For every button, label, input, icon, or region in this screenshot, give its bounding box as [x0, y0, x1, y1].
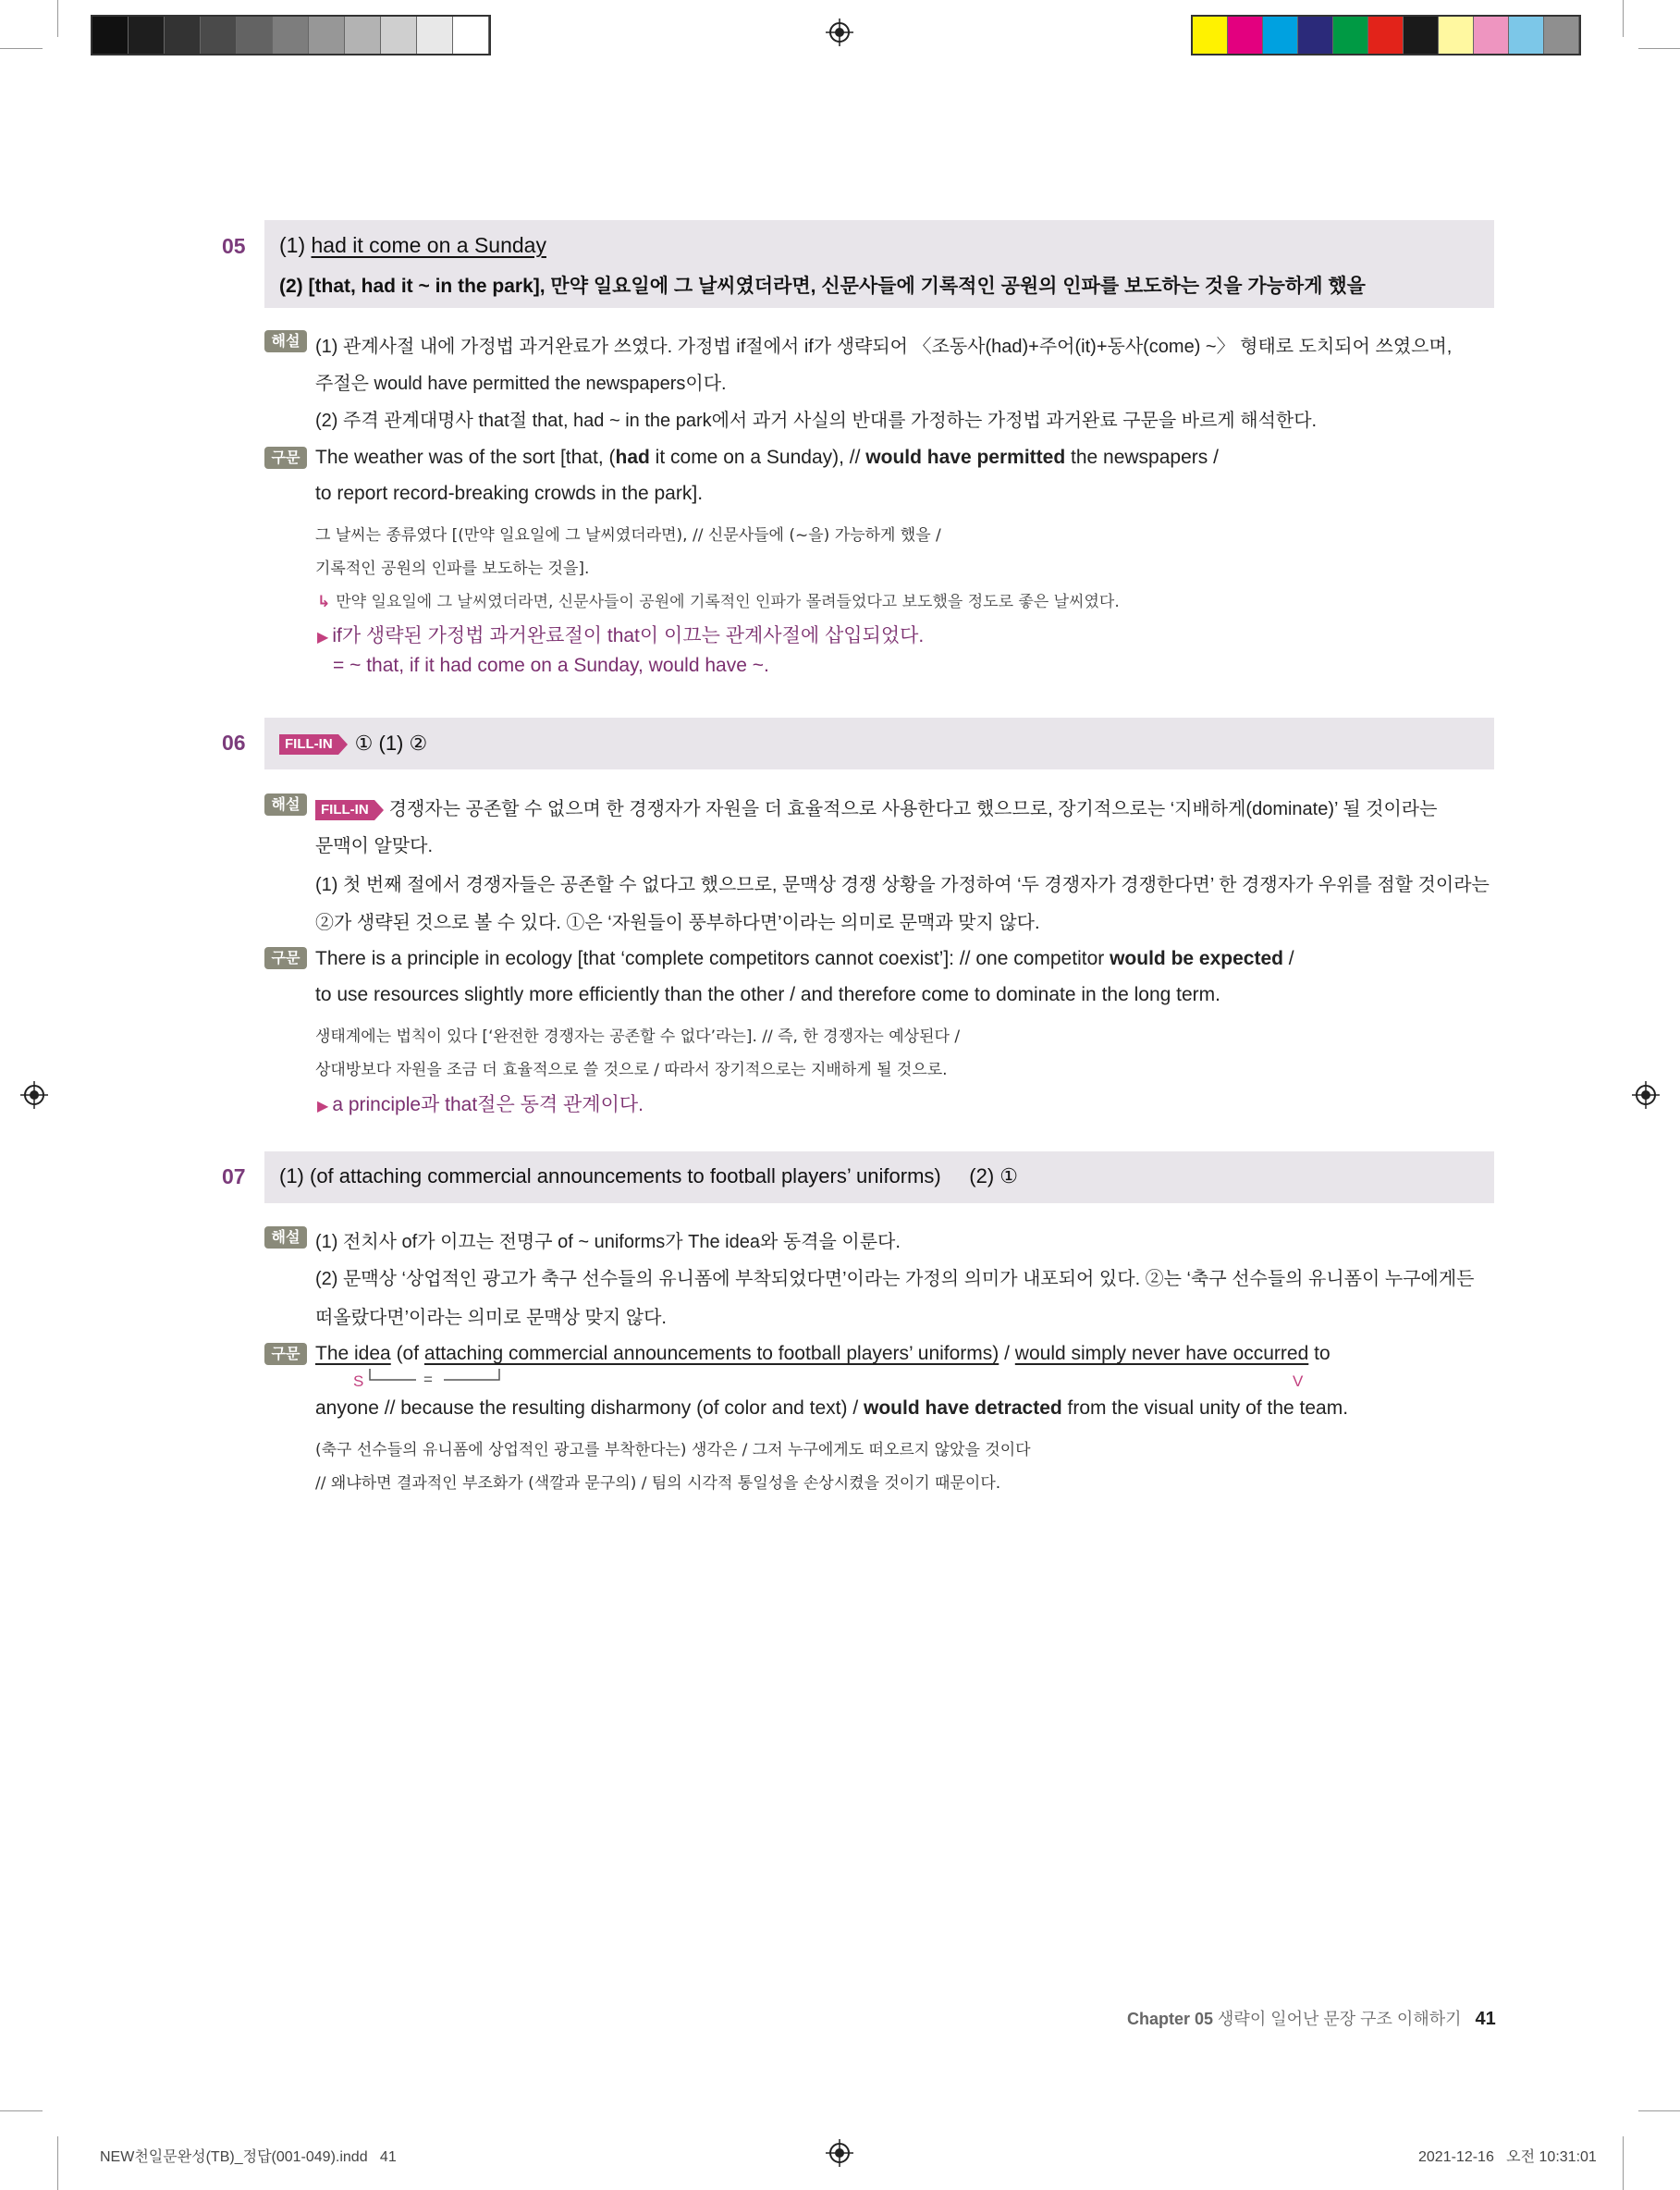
- structure-sentence: [315, 948, 1294, 970]
- structure-annotation-lines: [361, 1369, 509, 1387]
- answer-line-1: [279, 233, 546, 258]
- verb-underlined: would simply never have occurred: [1014, 1343, 1309, 1364]
- slug-date: 2021-12-16 오전 10:31:01: [1418, 2149, 1597, 2165]
- explanation-line: 문맥이 알맞다.: [315, 836, 434, 856]
- gumun-badge: 구문: [264, 947, 307, 969]
- grammar-note: [317, 1089, 644, 1117]
- text-span: 경쟁자는 공존할 수 없으며 한 경쟁자가 자원을 더 효율적으로 사용한다고 했으므로, 장기적으로는 ‘지배하게(dominate)’ 될 것이라는: [388, 799, 1438, 819]
- swatch: [345, 17, 381, 54]
- structure-sentence: to report record-breaking crowds in the park].: [315, 483, 704, 504]
- text-span: the newspapers /: [1065, 447, 1219, 468]
- swatch: [1474, 17, 1509, 54]
- color-swatch-bar: [1191, 15, 1581, 55]
- verb-label: V: [1293, 1372, 1304, 1390]
- explanation-line: ②가 생략된 것으로 볼 수 있다. ①은 ‘자원들이 풍부하다면’이라는 의미로 문맥과 맞지 않다.: [315, 913, 1040, 933]
- swatch: [1404, 17, 1439, 54]
- text-bold: would have detracted: [864, 1397, 1062, 1419]
- crop-mark: [57, 0, 58, 37]
- answer-box: [264, 1151, 1494, 1203]
- text-span: it come on a Sunday), //: [649, 447, 866, 468]
- triangle-icon: ▶: [317, 630, 329, 646]
- grammar-note: [317, 621, 924, 648]
- text-span: if가 생략된 가정법 과거완료절이 that이 이끄는 관계사절에 삽입되었다.: [332, 625, 925, 646]
- text-bold: would have permitted: [865, 447, 1066, 468]
- explanation-line: (2) 문맥상 ‘상업적인 광고가 축구 선수들의 유니폼에 부착되었다면’이라는 가정의 의미가 내포되어 있다. ②는 ‘축구 선수들의 유니폼이 누구에게든: [315, 1269, 1475, 1289]
- question-number: 05: [222, 234, 246, 258]
- structure-sentence: [315, 1397, 1348, 1420]
- text-span: a principle과 that절은 동격 관계이다.: [332, 1094, 644, 1115]
- swatch: [381, 17, 417, 54]
- slug-filename: NEW천일문완성(TB)_정답(001-049).indd 41: [100, 2149, 397, 2165]
- registration-mark-icon: [1632, 1081, 1660, 1109]
- page-number: 41: [1475, 2009, 1496, 2029]
- swatch: [129, 17, 165, 54]
- explanation-line: (1) 전치사 of가 이끄는 전명구 of ~ uniforms가 The idea와 동격을 이룬다.: [315, 1232, 901, 1252]
- crop-mark: [0, 2110, 43, 2111]
- text-span: to: [1308, 1343, 1331, 1364]
- subject-underlined: The idea: [315, 1343, 391, 1364]
- explanation-line: (2) 주격 관계대명사 that절 that, had ~ in the park에서 과거 사실의 반대를 가정하는 가정법 과거완료 구문을 바르게 해석한다.: [315, 411, 1318, 431]
- text-span: The weather was of the sort [that, (: [315, 447, 616, 468]
- gumun-badge: 구문: [264, 447, 307, 469]
- swatch: [201, 17, 237, 54]
- haesul-badge: 해설: [264, 794, 307, 816]
- korean-translation: 상대방보다 자원을 조금 더 효율적으로 쓸 것으로 / 따라서 장기적으로는 지배하게 될 것으로.: [315, 1061, 948, 1079]
- swatch: [237, 17, 273, 54]
- text-span: 만약 일요일에 그 날씨였더라면, 신문사들이 공원에 기록적인 인파가 몰려들었다고 보도했을 정도로 좋은 날씨였다.: [336, 593, 1120, 611]
- swatch: [165, 17, 201, 54]
- chapter-footer: [1127, 2006, 1496, 2030]
- haesul-badge: 해설: [264, 330, 307, 352]
- text-bold: would be expected: [1110, 948, 1283, 969]
- answer-line-2: (2) [that, had it ~ in the park], 만약 일요일에 그 날씨였더라면, 신문사들에 기록적인 공원의 인파를 보도하는 것을 가능하게 했을: [279, 276, 1366, 297]
- swatch: [1544, 17, 1579, 54]
- answer-box: [264, 220, 1494, 308]
- korean-translation: 그 날씨는 종류였다 [(만약 일요일에 그 날씨였더라면), // 신문사들에 (~을) 가능하게 했을 /: [315, 526, 941, 545]
- answer-prefix: (1): [279, 233, 312, 257]
- answer-line: [279, 732, 427, 756]
- answer-text: had it come on a Sunday: [311, 233, 546, 257]
- grammar-note: = ~ that, if it had come on a Sunday, would have ~.: [333, 655, 769, 676]
- swatch: [1368, 17, 1404, 54]
- korean-translation: // 왜냐하면 결과적인 부조화가 (색깔과 문구의) / 팀의 시각적 통일성을 손상시켰을 것이기 때문이다.: [315, 1474, 1001, 1493]
- explanation-line: 주절은 would have permitted the newspapers이다.: [315, 374, 727, 394]
- explanation-line: (1) 첫 번째 절에서 경쟁자들은 공존할 수 없다고 했으므로, 문맥상 경쟁 상황을 가정하여 ‘두 경쟁자가 경쟁한다면’ 한 경쟁자가 우위를 점할 것이라는: [315, 875, 1490, 895]
- text-span: from the visual unity of the team.: [1061, 1397, 1349, 1419]
- crop-mark: [57, 2136, 58, 2190]
- swatch: [92, 17, 129, 54]
- crop-mark: [0, 48, 43, 49]
- subject-label: S: [353, 1372, 364, 1390]
- explanation-line: [315, 794, 1437, 820]
- crop-mark: [1638, 2110, 1680, 2111]
- curved-arrow-icon: ↳: [317, 593, 331, 611]
- swatch: [1298, 17, 1333, 54]
- answer-text: ① (1) ②: [354, 732, 428, 755]
- answer-box: [264, 718, 1494, 769]
- question-number: 07: [222, 1164, 246, 1188]
- equals-label: =: [423, 1371, 433, 1388]
- swatch: [1439, 17, 1474, 54]
- swatch: [1509, 17, 1544, 54]
- appositive-underlined: attaching commercial announcements to football players’ uniforms): [423, 1343, 999, 1364]
- explanation-line: 떠올랐다면’이라는 의미로 문맥상 맞지 않다.: [315, 1308, 667, 1328]
- structure-sentence: to use resources slightly more efficiently than the other / and therefore come to dominate in the long term.: [315, 984, 1220, 1005]
- text-span: There is a principle in ecology [that ‘complete competitors cannot coexist’]: // one competitor: [315, 948, 1110, 969]
- swatch: [309, 17, 345, 54]
- structure-sentence: [315, 447, 1219, 469]
- gumun-badge: 구문: [264, 1343, 307, 1365]
- chapter-label: Chapter 05: [1127, 2010, 1214, 2028]
- korean-translation: 기록적인 공원의 인파를 보도하는 것을].: [315, 560, 590, 578]
- swatch: [273, 17, 309, 54]
- registration-mark-icon: [826, 2139, 853, 2167]
- text-bold: had: [615, 447, 650, 468]
- crop-mark: [1623, 2136, 1624, 2190]
- grey-swatch-bar: [91, 15, 491, 55]
- structure-sentence: [315, 1343, 1331, 1365]
- crop-mark: [1638, 48, 1680, 49]
- text-span: /: [999, 1343, 1015, 1364]
- haesul-badge: 해설: [264, 1226, 307, 1249]
- crop-mark: [1623, 0, 1624, 37]
- swatch: [1263, 17, 1298, 54]
- korean-translation: 생태계에는 법칙이 있다 [‘완전한 경쟁자는 공존할 수 없다’라는]. // 즉, 한 경쟁자는 예상된다 /: [315, 1027, 961, 1046]
- text-span: /: [1282, 948, 1294, 969]
- swatch: [417, 17, 453, 54]
- fill-in-badge: FILL-IN: [315, 800, 374, 820]
- text-span: anyone // because the resulting disharmony (of color and text) /: [315, 1397, 864, 1419]
- swatch: [453, 17, 489, 54]
- registration-mark-icon: [20, 1081, 48, 1109]
- chapter-title: 생략이 일어난 문장 구조 이해하기: [1213, 2010, 1462, 2028]
- text-span: (of: [390, 1343, 424, 1364]
- answer-line: (1) (of attaching commercial announcements to football players’ uniforms) (2) ①: [279, 1164, 1019, 1187]
- free-translation: [317, 588, 1120, 611]
- question-number: 06: [222, 731, 246, 755]
- swatch: [1193, 17, 1228, 54]
- korean-translation: (축구 선수들의 유니폼에 상업적인 광고를 부착한다는) 생각은 / 그저 누구에게도 떠오르지 않았을 것이다: [315, 1441, 1031, 1459]
- explanation-line: (1) 관계사절 내에 가정법 과거완료가 쓰였다. 가정법 if절에서 if가 생략되어 〈조동사(had)+주어(it)+동사(come) ~〉 형태로 도치되어 쓰였으며,: [315, 337, 1453, 357]
- registration-mark-icon: [826, 18, 853, 46]
- triangle-icon: ▶: [317, 1099, 329, 1114]
- swatch: [1333, 17, 1368, 54]
- fill-in-badge: FILL-IN: [279, 734, 338, 755]
- swatch: [1228, 17, 1263, 54]
